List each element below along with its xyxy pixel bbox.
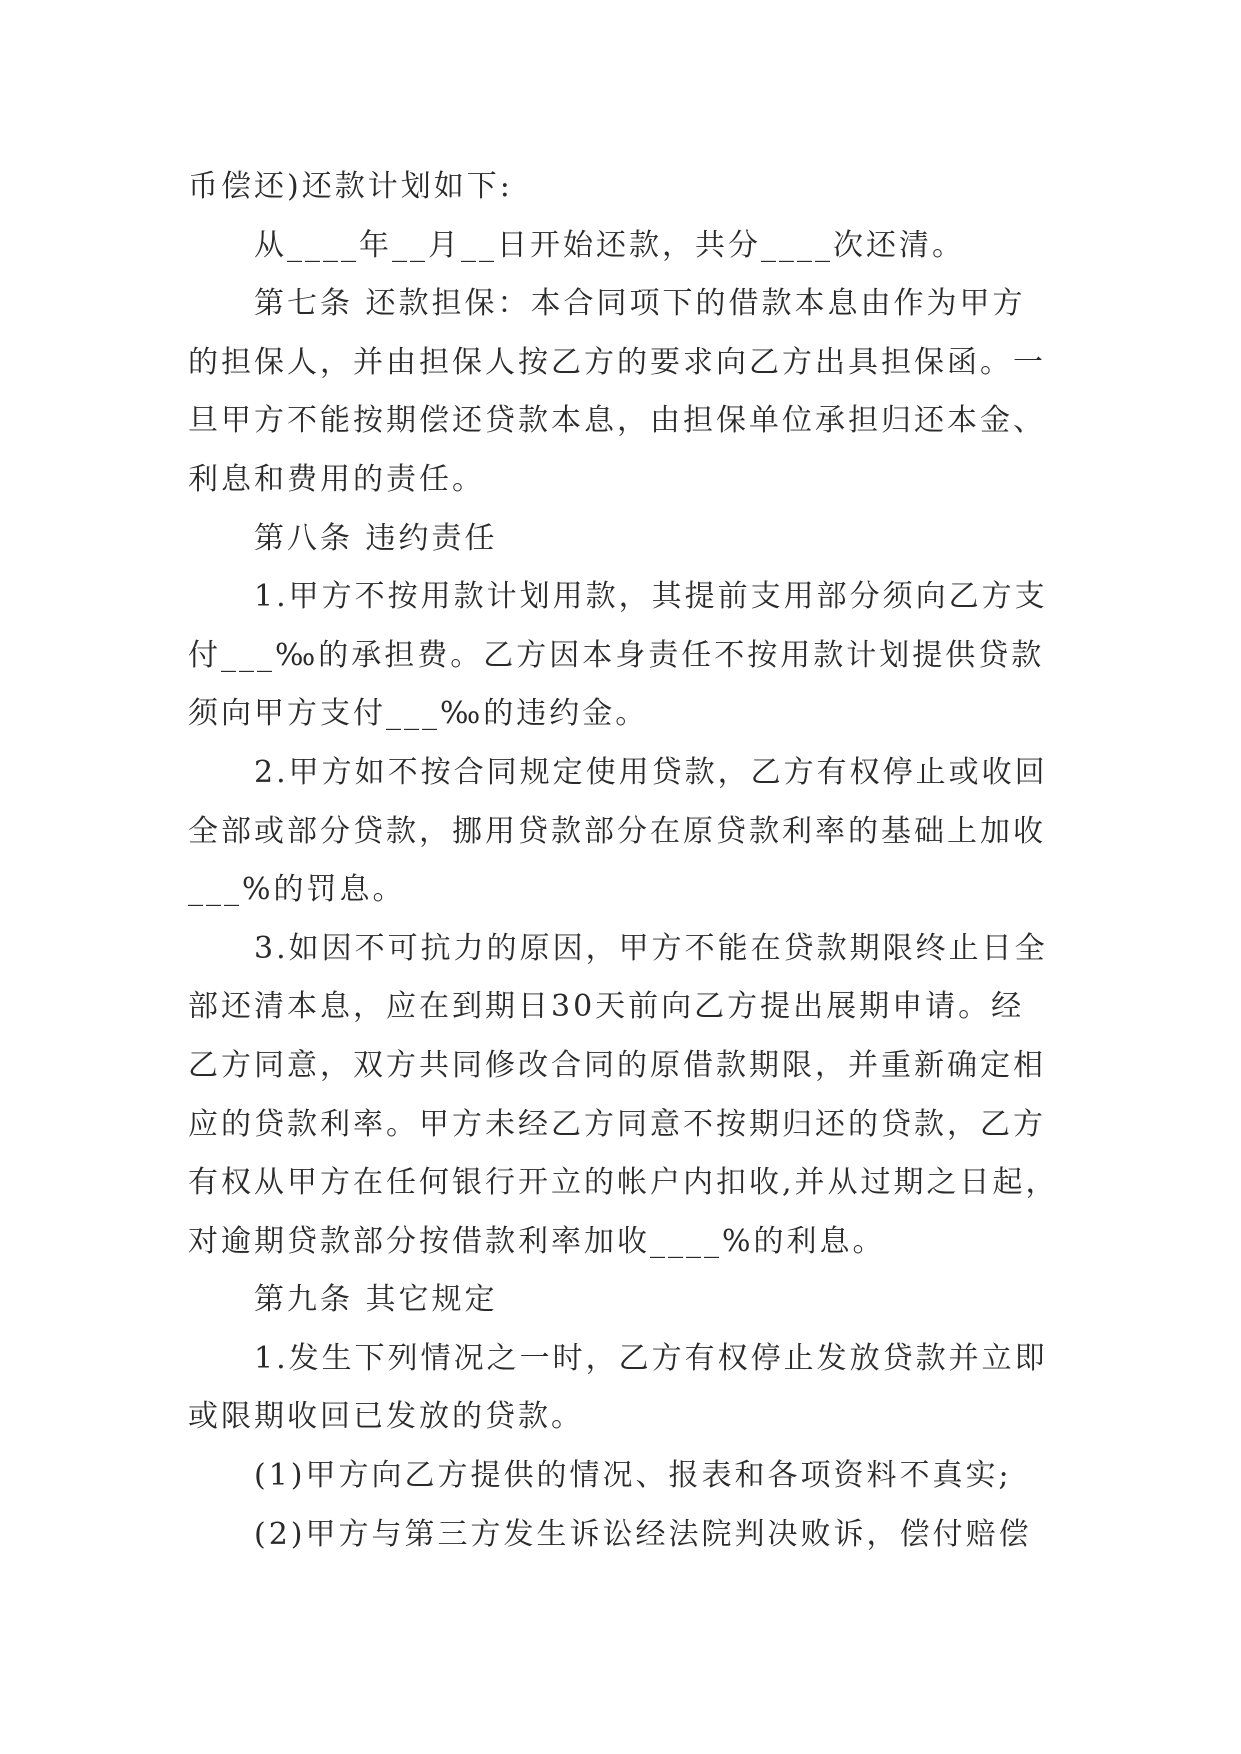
- text-line: 的担保人，并由担保人按乙方的要求向乙方出具担保函。一: [188, 344, 1046, 380]
- article-9-heading: 第九条 其它规定: [254, 1282, 498, 1318]
- article-8-heading: 第八条 违约责任: [254, 520, 498, 556]
- text-line: 从____年__月__日开始还款，共分____次还清。: [254, 227, 965, 263]
- text-line: 旦甲方不能按期偿还贷款本息，由担保单位承担归还本金、: [188, 403, 1046, 439]
- text-line: 1.甲方不按用款计划用款，其提前支用部分须向乙方支: [254, 579, 1048, 615]
- text-line: (2)甲方与第三方发生诉讼经法院判决败诉，偿付赔偿: [254, 1516, 1032, 1552]
- text-line: 部还清本息，应在到期日30天前向乙方提出展期申请。经: [188, 989, 1025, 1025]
- text-line: 1.发生下列情况之一时，乙方有权停止发放贷款并立即: [254, 1340, 1048, 1376]
- text-line: 应的贷款利率。甲方未经乙方同意不按期归还的贷款，乙方: [188, 1106, 1046, 1142]
- article-7-heading: 第七条 还款担保：本合同项下的借款本息由作为甲方: [254, 286, 1026, 322]
- text-line: 付___‰的承担费。乙方因本身责任不按用款计划提供贷款: [188, 637, 1045, 673]
- document-body: [188, 158, 1068, 1564]
- text-line: (1)甲方向乙方提供的情况、报表和各项资料不真实;: [254, 1458, 1012, 1494]
- text-line: ___%的罚息。: [188, 872, 406, 908]
- text-line: 须向甲方支付___‰的违约金。: [188, 696, 649, 732]
- text-line: 有权从甲方在任何银行开立的帐户内扣收,并从过期之日起，: [188, 1165, 1059, 1201]
- text-line: 或限期收回已发放的贷款。: [188, 1399, 584, 1435]
- text-line: 利息和费用的责任。: [188, 461, 485, 497]
- text-line: 2.甲方如不按合同规定使用贷款，乙方有权停止或收回: [254, 754, 1048, 790]
- text-line: 全部或部分贷款，挪用贷款部分在原贷款利率的基础上加收: [188, 813, 1046, 849]
- text-line: 币偿还)还款计划如下:: [188, 169, 513, 204]
- text-line: 对逾期贷款部分按借款利率加收____%的利息。: [188, 1223, 886, 1259]
- text-line: 3.如因不可抗力的原因，甲方不能在贷款期限终止日全: [254, 930, 1048, 966]
- text-line: 乙方同意，双方共同修改合同的原借款期限，并重新确定相: [188, 1047, 1046, 1083]
